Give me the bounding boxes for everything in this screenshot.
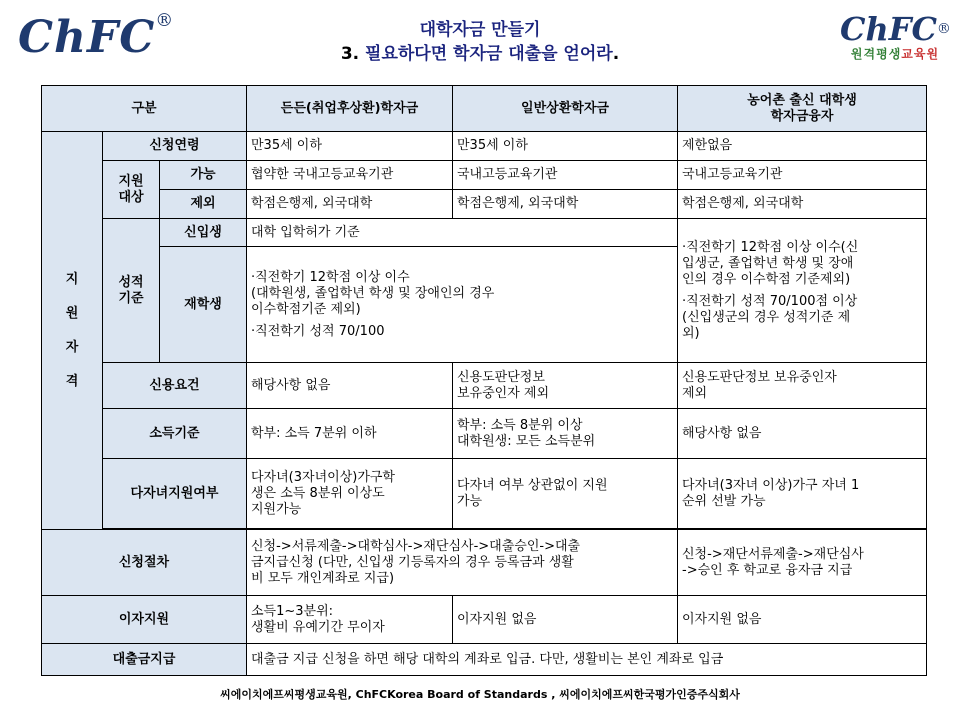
row-target-excluded (42, 190, 927, 219)
title-line-2 (0, 42, 960, 66)
title-period: . (612, 44, 620, 64)
apply-age-label: 신청연령 (103, 132, 247, 161)
title-text: 필요하다면 학자금 대출을 얻어라 (365, 44, 613, 64)
logo-right-text: ChFC (840, 10, 937, 48)
income-col2: 학부: 소득 8분위 이상 대학원생: 모든 소득분위 (453, 409, 678, 459)
footer-credits: 씨에이치에프씨평생교육원, ChFCKorea Board of Standards , 씨에이치에프씨한국평가인증주식회사 (220, 688, 740, 701)
target-allowed-col1: 협약한 국내고등교육기관 (247, 161, 453, 190)
logo-right-sub-2: 교육원 (901, 47, 940, 61)
apply-age-col2: 만35세 이하 (453, 132, 678, 161)
logo-right-sub-1: 원격평생 (850, 47, 902, 61)
row-grade-freshman (42, 219, 927, 247)
credit-col3: 신용도판단정보 보유중인자 제외 (678, 363, 927, 409)
row-interest (42, 596, 927, 644)
table-header-row (42, 86, 927, 132)
title-line-1: 대학자금 만들기 (419, 20, 541, 40)
disbursement-value: 대출금 지급 신청을 하면 해당 대학의 계좌로 입금. 다만, 생활비는 본인 계좌로 입금 (247, 644, 927, 676)
header-category: 구분 (42, 86, 247, 132)
chfc-logo-right (840, 12, 950, 62)
grade-col3: ·직전학기 12학점 이상 이수(신 입생군, 졸업학년 학생 및 장애 인의 경우 이수학점 기준제외) ·직전학기 성적 70/100점 이상 (신입생군의 경우 성적기준 제 외) (678, 219, 927, 363)
multichild-label: 다자녀지원여부 (103, 459, 247, 529)
credit-col2: 신용도판단정보 보유중인자 제외 (453, 363, 678, 409)
row-procedure (42, 530, 927, 596)
interest-col2: 이자지원 없음 (453, 596, 678, 644)
logo-left-text: ChFC (18, 12, 156, 63)
credit-col1: 해당사항 없음 (247, 363, 453, 409)
header-col1: 든든(취업후상환)학자금 (247, 86, 453, 132)
income-col1: 학부: 소득 7분위 이하 (247, 409, 453, 459)
page-title (0, 18, 960, 66)
header-col3: 농어촌 출신 대학생 학자금융자 (678, 86, 927, 132)
row-credit (42, 363, 927, 409)
row-multichild (42, 459, 927, 529)
income-label: 소득기준 (103, 409, 247, 459)
credit-label: 신용요건 (103, 363, 247, 409)
target-excluded-col1: 학점은행제, 외국대학 (247, 190, 453, 219)
row-apply-age (42, 132, 927, 161)
logo-left-registered: ® (155, 10, 175, 31)
target-allowed-col2: 국내고등교육기관 (453, 161, 678, 190)
disbursement-label: 대출금지급 (42, 644, 247, 676)
interest-label: 이자지원 (42, 596, 247, 644)
income-col3: 해당사항 없음 (678, 409, 927, 459)
target-excluded-label: 제외 (160, 190, 247, 219)
procedure-col3: 신청->재단서류제출->재단심사 ->승인 후 학교로 융자금 지급 (678, 530, 927, 596)
procedure-col12: 신청->서류제출->대학심사->재단심사->대출승인->대출 금지급신청 (다만, 신입생 기등록자의 경우 등록금과 생활 비 모두 개인계좌로 지급) (247, 530, 678, 596)
grade-enrolled-col12: ·직전학기 12학점 이상 이수 (대학원생, 졸업학년 학생 및 장애인의 경우 이수학점기준 제외) ·직전학기 성적 70/100 (247, 247, 678, 363)
grade-enrolled-label: 재학생 (160, 247, 247, 363)
target-excluded-col2: 학점은행제, 외국대학 (453, 190, 678, 219)
title-number: 3. (340, 44, 360, 64)
multichild-col3: 다자녀(3자녀 이상)가구 자녀 1 순위 선발 가능 (678, 459, 927, 529)
target-allowed-label: 가능 (160, 161, 247, 190)
target-label: 지원 대상 (103, 161, 160, 219)
row-income (42, 409, 927, 459)
loan-comparison-table (41, 85, 927, 676)
logo-right-registered: ® (936, 21, 951, 37)
row-target-allowed (42, 161, 927, 190)
target-excluded-col3: 학점은행제, 외국대학 (678, 190, 927, 219)
eligibility-label: 지 원 자 격 (42, 132, 103, 530)
grade-label: 성적 기준 (103, 219, 160, 363)
multichild-col1: 다자녀(3자녀이상)가구학 생은 소득 8분위 이상도 지원가능 (247, 459, 453, 529)
apply-age-col1: 만35세 이하 (247, 132, 453, 161)
multichild-col2: 다자녀 여부 상관없이 지원 가능 (453, 459, 678, 529)
grade-freshman-label: 신입생 (160, 219, 247, 247)
header-col2: 일반상환학자금 (453, 86, 678, 132)
row-disbursement (42, 644, 927, 676)
apply-age-col3: 제한없음 (678, 132, 927, 161)
procedure-label: 신청절차 (42, 530, 247, 596)
interest-col3: 이자지원 없음 (678, 596, 927, 644)
target-allowed-col3: 국내고등교육기관 (678, 161, 927, 190)
grade-freshman-col12: 대학 입학허가 기준 (247, 219, 678, 247)
interest-col1: 소득1~3분위: 생활비 유예기간 무이자 (247, 596, 453, 644)
